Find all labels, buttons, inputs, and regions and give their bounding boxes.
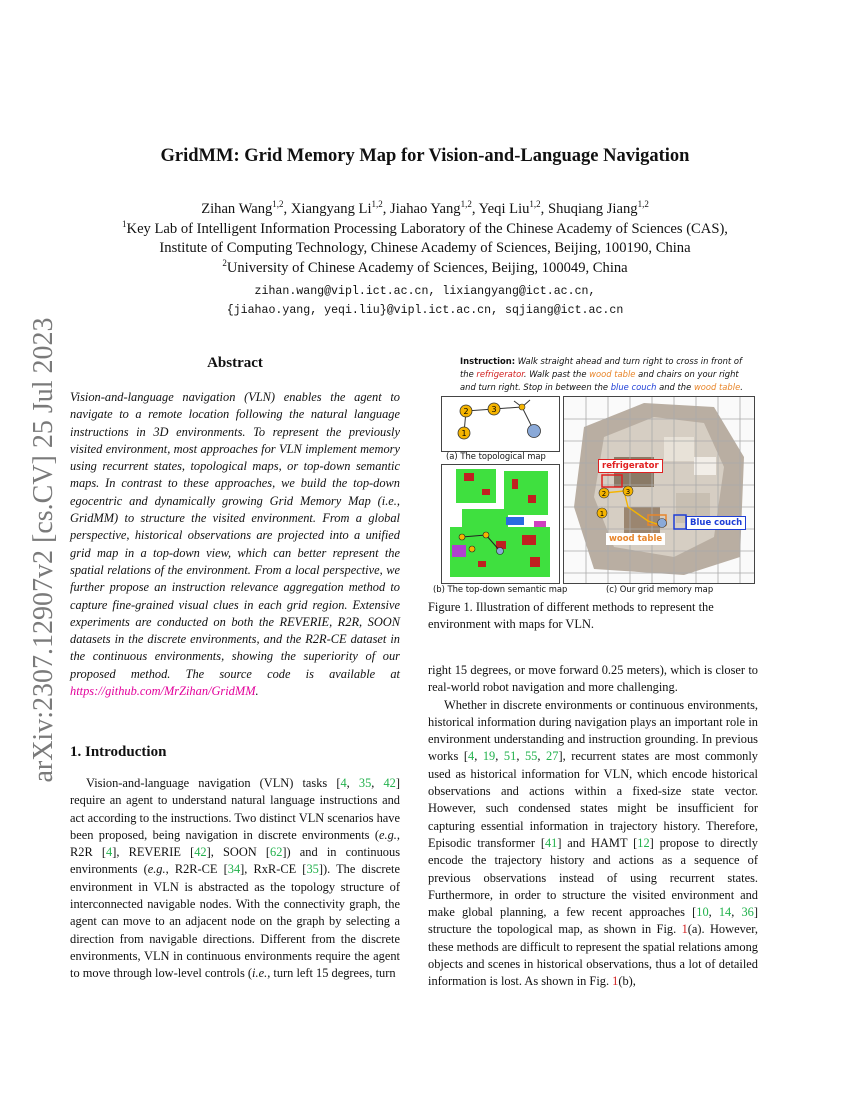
citation-link[interactable]: 19 xyxy=(482,749,496,764)
semantic-map-graphic xyxy=(442,465,559,583)
paper-title: GridMM: Grid Memory Map for Vision-and-Language Navigation xyxy=(160,146,690,166)
panel-grid-memory-map xyxy=(563,396,755,584)
topo-node-2 xyxy=(460,405,472,417)
citation-link[interactable]: 62 xyxy=(270,845,283,860)
svg-text:2: 2 xyxy=(601,490,607,498)
panel-topological-map xyxy=(441,396,560,452)
intro-paragraph-continued: right 15 degrees, or move forward 0.25 meters), which is closer to real-world robot navigation and more challenging. xyxy=(428,663,758,695)
citation-link[interactable]: 34 xyxy=(227,862,241,877)
citation-link[interactable]: 35 xyxy=(358,776,372,790)
citation-link[interactable]: 27 xyxy=(546,749,559,764)
citation-link[interactable]: 4 xyxy=(467,749,475,764)
source-code-link[interactable]: https://github.com/MrZihan/GridMM xyxy=(70,684,256,699)
affiliation-2: $^2$University of Chinese Academy of Sciences, Beijing, 100049, China xyxy=(222,257,628,276)
arxiv-sidebar xyxy=(14,317,74,783)
arxiv-identifier: arXiv:2307.12907v2 [cs.CV] 25 Jul 2023 xyxy=(28,317,59,783)
label-refrigerator: refrigerator xyxy=(598,459,663,473)
citation-link[interactable]: 55 xyxy=(524,749,538,764)
grid-memory-map-graphic xyxy=(564,397,754,583)
citation-link[interactable]: 35 xyxy=(306,862,319,877)
email-line-2: {jiahao.yang, yeqi.liu}@vipl.ict.ac.cn, sqjiang@ict.ac.cn xyxy=(226,304,624,317)
author-block xyxy=(0,200,850,278)
affiliation-1: $^1$Key Lab of Intelligent Information Processing Laboratory of the Chinese Academy of Sciences (CAS), xyxy=(122,218,728,237)
svg-text:1: 1 xyxy=(599,510,605,518)
panel-c-caption: (c) Our grid memory map xyxy=(606,584,714,594)
svg-text:1: 1 xyxy=(461,429,467,438)
figure-caption: Figure 1. Illustration of different methods to represent the environment with maps for VLN. xyxy=(428,600,714,632)
svg-text:3: 3 xyxy=(491,405,497,414)
grid-node-2 xyxy=(599,488,609,498)
figure-ref-link[interactable]: 1 xyxy=(612,974,619,989)
citation-link[interactable]: 10 xyxy=(696,905,709,920)
figure-instruction: Instruction: Walk straight ahead and turn right to cross in front of the refrigerator. Walk past the wood table and chairs on your right and turn right. Stop in between the blue couch and the wood table. xyxy=(460,356,743,392)
grid-goal-node xyxy=(658,519,667,528)
figure-ref-link[interactable]: 1 xyxy=(681,922,688,937)
panel-semantic-map xyxy=(441,464,560,584)
svg-text:2: 2 xyxy=(463,407,469,416)
svg-text:3: 3 xyxy=(625,488,631,496)
citation-link[interactable]: 4 xyxy=(340,776,347,790)
author-emails xyxy=(0,282,850,320)
author-list: Zihan Wang$^{1,2}$, Xiangyang Li$^{1,2}$, Jiahao Yang$^{1,2}$, Yeqi Liu$^{1,2}$, Shuqiang Jiang$^{1,2}$ xyxy=(201,199,649,217)
email-line-1: zihan.wang@vipl.ict.ac.cn, lixiangyang@ict.ac.cn, xyxy=(254,285,596,298)
grid-node-1 xyxy=(597,508,607,518)
label-blue-couch: Blue couch xyxy=(686,516,746,530)
citation-link[interactable]: 14 xyxy=(718,905,732,920)
intro-paragraph-1: Vision-and-language navigation (VLN) tasks [4, 35, 42] require an agent to understand natural language instructions and act according to the instructions. Two distinct VLN scenarios have been proposed, being navigation in discrete environments (e.g., R2R [4], REVERIE [42], SOON [62]) and in continuous environments (e.g., R2R-CE [34], RxR-CE [35]). The discrete environment in VLN is abstracted as the topology structure of interconnected navigable nodes. With the connectivity graph, the agent can move to an adjacent node on the graph by selecting a direction from navigable directions. Different from the discrete environments, VLN in continuous environments require the agent to move through low-level controls (i.e., turn left 15 degrees, turn xyxy=(70,776,401,981)
intro-right-column xyxy=(428,662,758,991)
citation-link[interactable]: 41 xyxy=(544,835,558,850)
citation-link[interactable]: 51 xyxy=(503,749,517,764)
affiliation-1-line2: Institute of Computing Technology, Chinese Academy of Sciences, Beijing, 100190, China xyxy=(159,240,691,256)
grid-node-3 xyxy=(623,486,633,496)
topo-node-1 xyxy=(458,427,470,439)
abstract-text: Vision-and-language navigation (VLN) enables the agent to navigate to a remote location following the natural language instructions in 3D environments. To represent the previously visited environment, most approaches for VLN implement memory using recurrent states, topological maps, or top-down semantic maps. In contrast to these approaches, we build the top-down egocentric and dynamically growing Grid Memory Map (i.e., GridMM) to structure the visited environment. From a global perspective, historical observations are projected into a unified grid map in a top-down view, which can better represent the spatial relations of the environment. From a local perspective, we further propose an instruction relevance aggregation method to capture fine-grained visual clues in each grid region. Extensive experiments are conducted on both the REVERIE, R2R, SOON datasets in the discrete environments, and the R2R-CE dataset in the continuous environments, showing the superiority of our proposed method. The source code is available at https://github.com/MrZihan/GridMM. xyxy=(70,390,400,699)
intro-paragraph-2: Whether in discrete environments or continuous environments, historical information during navigation plays an important role in environment understanding and instruction grounding. In previous works [4, 19, 51, 55, 27], recurrent states are most commonly used as historical information for VLN, which encode historical observations and actions within a fixed-size state vector. However, such condensed states might be insufficient for capturing essential information in trajectory history. Therefore, Episodic transformer [41] and HAMT [12] propose to directly encode the trajectory history and actions as a sequence of previous observations instead of using recurrent states. Furthermore, in order to structure the visited environment and make global planning, a few recent approaches [10, 14, 36] structure the topological map, as shown in Fig. 1(a). However, these methods are difficult to represent the spatial relations among objects and scenes in historical observations, thus a lot of detailed information is lost. As shown in Fig. 1(b), xyxy=(428,697,758,989)
section-heading-introduction: 1. Introduction xyxy=(70,744,167,760)
topological-map-graphic xyxy=(442,397,559,451)
agent-marker xyxy=(519,404,525,410)
citation-link[interactable]: 42 xyxy=(383,776,396,790)
label-wood-table: wood table xyxy=(606,533,665,545)
citation-link[interactable]: 4 xyxy=(106,845,113,860)
citation-link[interactable]: 42 xyxy=(194,845,207,860)
citation-link[interactable]: 36 xyxy=(741,905,754,920)
citation-link[interactable]: 12 xyxy=(637,835,650,850)
topo-node-3 xyxy=(488,403,500,415)
goal-node xyxy=(528,425,541,438)
abstract-heading: Abstract xyxy=(207,355,263,371)
panel-a-caption: (a) The topological map xyxy=(446,451,546,461)
panel-b-caption: (b) The top-down semantic map xyxy=(433,584,568,594)
